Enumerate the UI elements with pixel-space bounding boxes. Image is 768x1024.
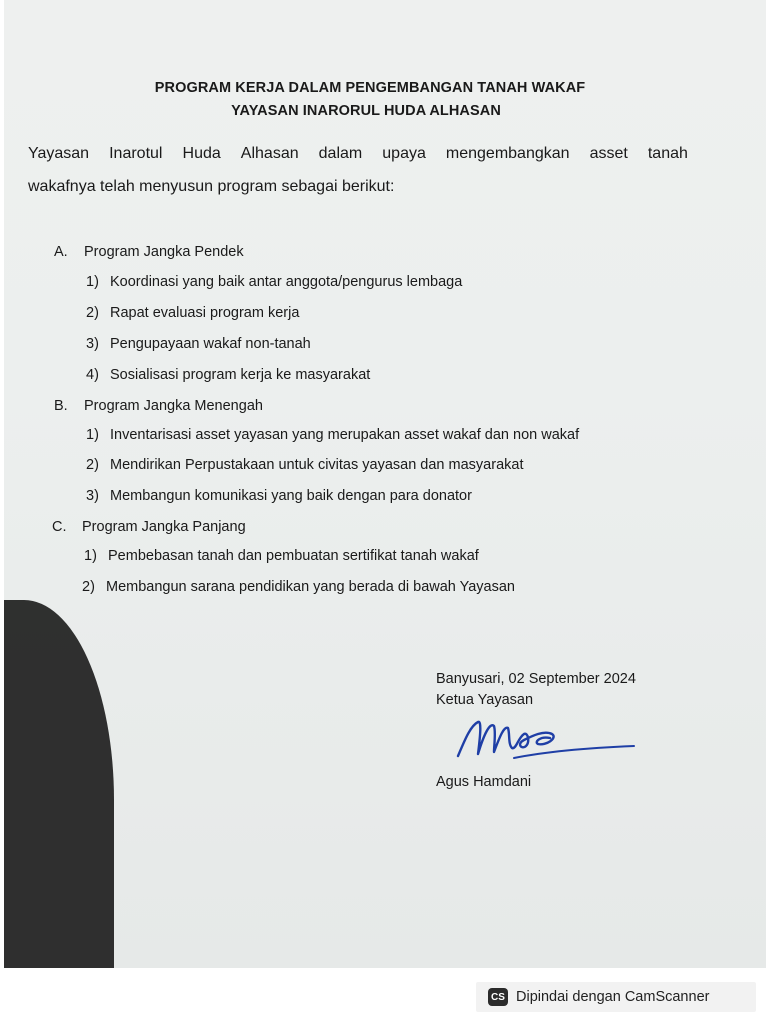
- intro-word: dalam: [318, 145, 363, 162]
- item-text: Membangun sarana pendidikan yang berada di bawah Yayasan: [106, 579, 515, 595]
- item-number: 1): [86, 274, 99, 290]
- intro-word: Huda: [182, 145, 221, 162]
- item-text: Rapat evaluasi program kerja: [110, 305, 300, 321]
- section-letter: C.: [52, 519, 67, 535]
- intro-word: asset: [589, 145, 628, 162]
- intro-word: mengembangkan: [445, 145, 570, 162]
- place-date: Banyusari, 02 September 2024: [436, 671, 636, 687]
- list-item: [86, 488, 472, 504]
- camscanner-badge: [476, 982, 756, 1012]
- intro-word: Inarotul: [109, 145, 163, 162]
- item-number: 4): [86, 367, 99, 383]
- item-number: 1): [86, 427, 99, 443]
- camscanner-text: Dipindai dengan CamScanner: [516, 989, 710, 1005]
- item-text: Inventarisasi asset yayasan yang merupakan asset wakaf dan non wakaf: [110, 427, 580, 443]
- intro-word: Yayasan: [28, 145, 90, 162]
- intro-word: tanah: [647, 145, 688, 162]
- document-title-line1: PROGRAM KERJA DALAM PENGEMBANGAN TANAH WAKAF: [154, 80, 586, 96]
- document-title-line2: YAYASAN INARORUL HUDA ALHASAN: [231, 103, 501, 119]
- item-text: Membangun komunikasi yang baik dengan para donator: [110, 488, 472, 504]
- item-text: Koordinasi yang baik antar anggota/pengurus lembaga: [110, 274, 463, 290]
- section-title: Program Jangka Panjang: [82, 519, 246, 535]
- list-item: [84, 548, 479, 564]
- hand-shadow: [4, 600, 114, 968]
- section-title: Program Jangka Menengah: [84, 398, 263, 414]
- intro-paragraph-line2: wakafnya telah menyusun program sebagai berikut:: [28, 178, 395, 195]
- intro-word: Alhasan: [240, 145, 299, 162]
- item-text: Sosialisasi program kerja ke masyarakat: [110, 367, 371, 383]
- list-item: [82, 579, 515, 595]
- item-number: 2): [86, 457, 99, 473]
- scanned-paper: [4, 0, 766, 968]
- item-number: 2): [82, 579, 95, 595]
- item-number: 3): [86, 336, 99, 352]
- list-item: [86, 457, 523, 473]
- item-text: Mendirikan Perpustakaan untuk civitas yayasan dan masyarakat: [110, 457, 524, 473]
- list-item: [86, 305, 299, 321]
- list-item: [86, 274, 462, 290]
- handwritten-signature: [454, 712, 644, 772]
- list-item: [86, 367, 370, 383]
- item-text: Pengupayaan wakaf non-tanah: [110, 336, 311, 352]
- section-letter: A.: [54, 244, 68, 260]
- item-number: 2): [86, 305, 99, 321]
- item-number: 3): [86, 488, 99, 504]
- item-text: Pembebasan tanah dan pembuatan sertifikat tanah wakaf: [108, 548, 479, 564]
- section-letter: B.: [54, 398, 68, 414]
- item-number: 1): [84, 548, 97, 564]
- list-item: [86, 427, 579, 443]
- list-item: [86, 336, 311, 352]
- intro-word: upaya: [382, 145, 426, 162]
- intro-paragraph-line1: [28, 145, 688, 163]
- signatory-name: Agus Hamdani: [436, 774, 532, 790]
- camscanner-icon: CS: [488, 988, 508, 1006]
- section-title: Program Jangka Pendek: [84, 244, 244, 260]
- signatory-position: Ketua Yayasan: [436, 692, 534, 708]
